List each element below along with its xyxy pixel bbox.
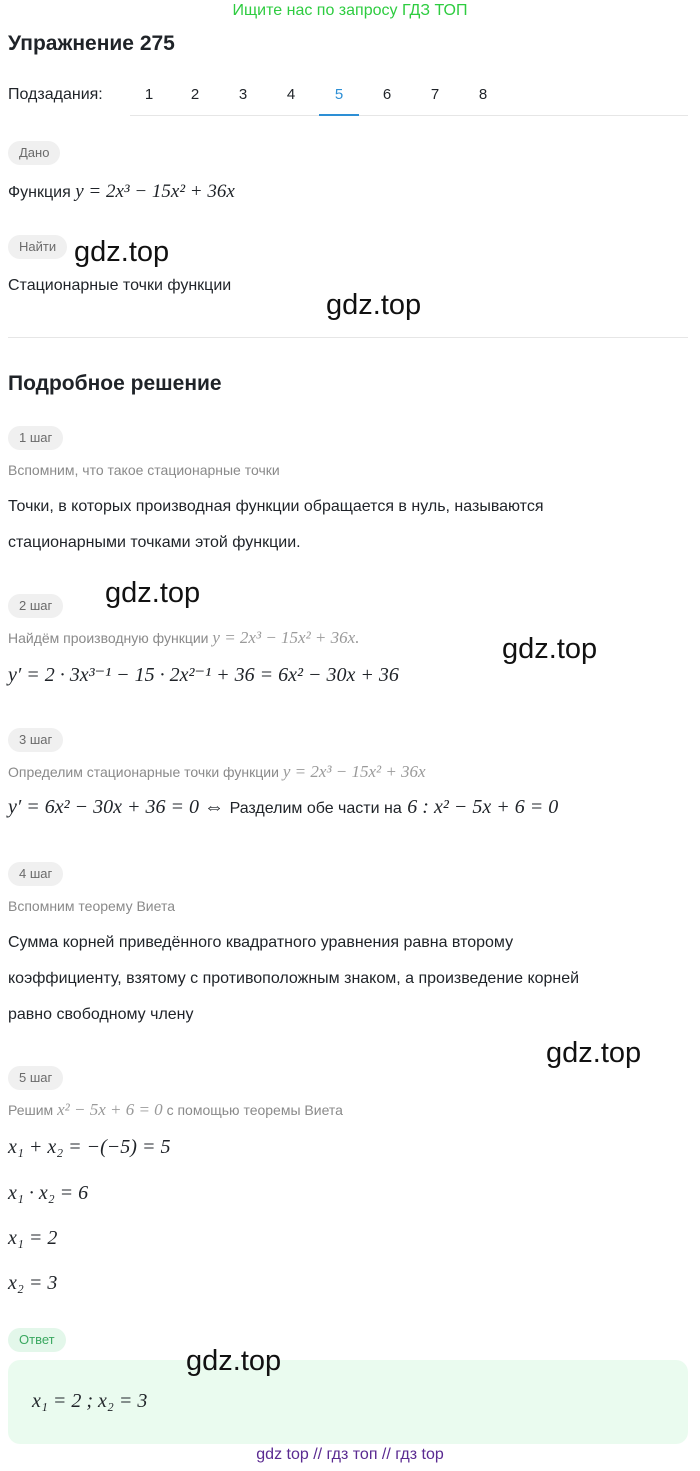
section-divider: [8, 337, 688, 338]
step-3-formula-row: [8, 796, 558, 819]
step-2-formula: y′ = 2 · 3x³⁻¹ − 15 · 2x²⁻¹ + 36 = 6x² − 30x + 36: [8, 664, 399, 686]
watermark: gdz.top: [105, 577, 201, 609]
subtasks-divider: [130, 115, 688, 116]
given-formula: y = 2x³ − 15x² + 36x: [75, 181, 235, 202]
watermark: gdz.top: [546, 1037, 642, 1069]
active-tab-indicator: [319, 114, 359, 116]
watermark: gdz.top: [186, 1345, 282, 1377]
watermark: gdz.top: [502, 633, 598, 665]
subtask-tab-1[interactable]: 1: [144, 86, 154, 103]
step-5-caption-formula: x² − 5x + 6 = 0: [57, 1100, 163, 1119]
step-5-caption-prefix: Решим: [8, 1102, 54, 1118]
step-3-badge: 3 шаг: [8, 728, 63, 752]
page-title: Упражнение 275: [8, 32, 175, 55]
step-5-caption: с помощью теоремы Виета: [166, 1102, 343, 1118]
step-3-caption-formula: y = 2x³ − 15x² + 36x: [282, 762, 426, 781]
step-3-text: Разделим обе части на: [229, 800, 402, 817]
step-3-formula-right: 6 : x² − 5x + 6 = 0: [407, 796, 559, 818]
solution-title: Подробное решение: [8, 372, 222, 395]
step-3-caption-row: [8, 762, 426, 782]
step-4-caption: Вспомним теорему Виета: [8, 898, 175, 914]
step-1-badge: 1 шаг: [8, 426, 63, 450]
watermark: gdz.top: [326, 289, 422, 321]
step-5-formula-4: x₂ = 3: [8, 1272, 58, 1294]
given-badge: Дано: [8, 141, 60, 165]
subtasks-bar: [8, 80, 688, 116]
step-2-caption-formula: y = 2x³ − 15x² + 36x.: [212, 628, 360, 647]
step-4-line-3: равно свободному члену: [8, 1006, 194, 1023]
subtask-tab-8[interactable]: 8: [478, 86, 488, 103]
answer-formula: x₁ = 2 ; x₂ = 3: [32, 1390, 148, 1412]
find-text: Стационарные точки функции: [8, 277, 232, 294]
step-4-badge: 4 шаг: [8, 862, 63, 886]
watermark: gdz.top: [74, 236, 170, 268]
step-1-line-2: стационарными точками этой функции.: [8, 534, 301, 551]
step-4-line-1: Сумма корней приведённого квадратного уравнения равна второму: [8, 934, 514, 951]
step-5-badge: 5 шаг: [8, 1066, 63, 1090]
step-5-formula-1: x₁ + x₂ = −(−5) = 5: [8, 1136, 171, 1158]
given-text: Функция: [8, 184, 71, 201]
step-5-formula-2: x₁ · x₂ = 6: [8, 1182, 89, 1204]
step-2-badge: 2 шаг: [8, 594, 63, 618]
step-2-caption: Найдём производную функции: [8, 630, 209, 646]
step-5-formula-3: x₁ = 2: [8, 1227, 58, 1249]
subtask-tab-3[interactable]: 3: [238, 86, 248, 103]
step-4-line-2: коэффициенту, взятому с противоположным знаком, а произведение корней: [8, 970, 580, 987]
step-2-caption-row: [8, 628, 359, 648]
step-1-line-1: Точки, в которых производная функции обращается в нуль, называются: [8, 498, 544, 515]
subtask-tab-5[interactable]: 5: [334, 86, 344, 103]
subtask-tab-4[interactable]: 4: [286, 86, 296, 103]
step-3-formula-left: y′ = 6x² − 30x + 36 = 0 ⇔: [8, 796, 224, 818]
subtask-tab-7[interactable]: 7: [430, 86, 440, 103]
find-badge: Найти: [8, 235, 67, 259]
subtasks-label: Подзадания:: [8, 86, 103, 103]
step-1-caption: Вспомним, что такое стационарные точки: [8, 462, 280, 478]
subtask-tab-6[interactable]: 6: [382, 86, 392, 103]
step-3-caption: Определим стационарные точки функции: [8, 764, 279, 780]
footer-links[interactable]: gdz top // гдз топ // гдз top: [256, 1446, 444, 1463]
given-row: [8, 174, 235, 211]
step-5-caption-row: [8, 1100, 343, 1120]
search-banner: Ищите нас по запросу ГДЗ ТОП: [232, 2, 468, 19]
answer-badge: Ответ: [8, 1328, 66, 1352]
subtask-tab-2[interactable]: 2: [190, 86, 200, 103]
